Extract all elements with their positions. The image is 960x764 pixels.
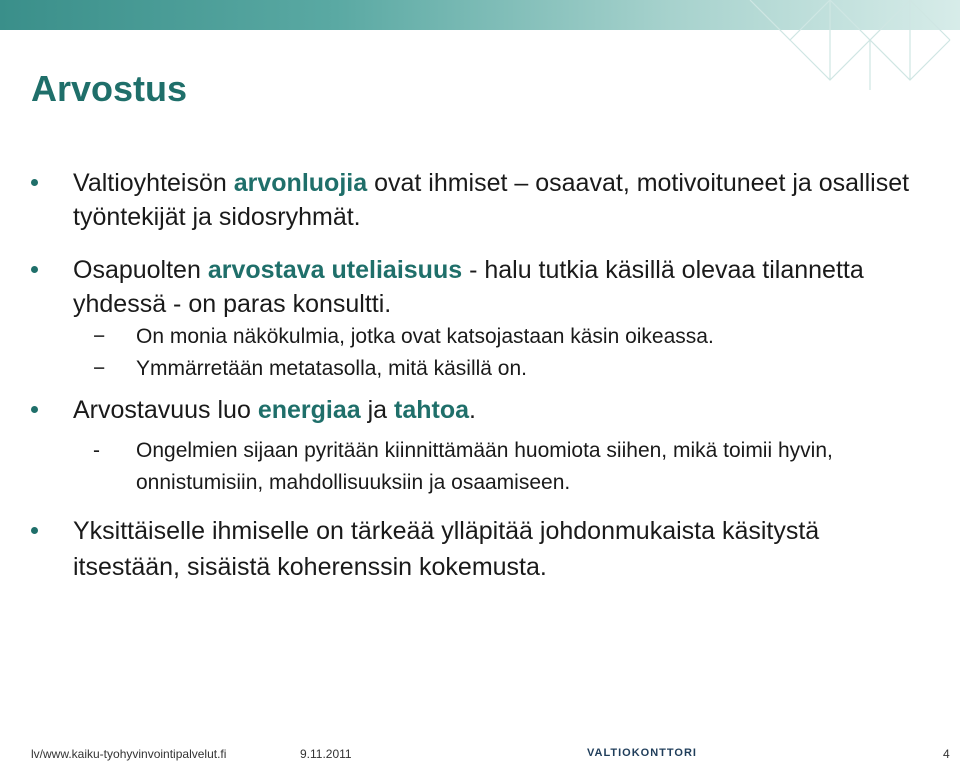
bullet-text: ja [360, 396, 395, 424]
bullet-text: - halu tutkia käsillä olevaa tilannetta yhdessä - on paras konsultti. [73, 256, 864, 318]
bullet-item [31, 393, 931, 427]
bullet-item [31, 253, 931, 321]
bullet-dot [31, 266, 38, 273]
bullet-text: Valtioyhteisön [73, 169, 234, 197]
sub-text: On monia näkökulmia, jotka ovat katsojastaan käsin oikeassa. [136, 325, 714, 348]
bullet-highlight: tahtoa [394, 396, 470, 424]
bullet-highlight: arvonluojia [233, 169, 368, 197]
valtiokonttori-logo: VALTIOKONTTORI [587, 747, 697, 759]
bullet-dot [31, 527, 38, 534]
sub-item [31, 353, 931, 385]
sub-item [31, 435, 931, 499]
page-number: 4 [943, 747, 950, 761]
bullet-text: ovat ihmiset – osaavat, motivoituneet ja osalliset työntekijät ja sidosryhmät. [73, 169, 910, 231]
bullet-text: Osapuolten [73, 256, 208, 284]
decorative-pattern [730, 0, 960, 90]
sub-item [31, 321, 931, 353]
slide-content [31, 166, 931, 585]
bullet-text: . [469, 396, 476, 424]
footer-date: 9.11.2011 [300, 747, 352, 761]
sub-dash: − [93, 325, 106, 348]
footer [0, 743, 960, 764]
bullet-highlight: arvostava uteliaisuus [207, 256, 463, 284]
bullet-dot [31, 406, 38, 413]
bullet-text: Yksittäiselle ihmiselle on tärkeää ylläpitää johdonmukaista käsitystä itsestään, sisäistä koherenssin kokemusta. [73, 517, 820, 581]
bullet-item [31, 513, 931, 585]
footer-url: lv/www.kaiku-tyohyvinvointipalvelut.fi [31, 747, 227, 761]
bullet-dot [31, 179, 38, 186]
bullet-highlight: energiaa [257, 396, 361, 424]
bullet-text: Arvostavuus luo [73, 396, 258, 424]
sub-dash: − [93, 357, 106, 380]
sub-dash: - [93, 439, 100, 462]
slide-title: Arvostus [31, 68, 188, 109]
bullet-item [31, 166, 931, 234]
sub-text: Ongelmien sijaan pyritään kiinnittämään huomiota siihen, mikä toimii hyvin, onnistumisiin, mahdollisuuksiin ja osaamiseen. [136, 439, 833, 494]
sub-text: Ymmärretään metatasolla, mitä käsillä on. [136, 357, 527, 380]
